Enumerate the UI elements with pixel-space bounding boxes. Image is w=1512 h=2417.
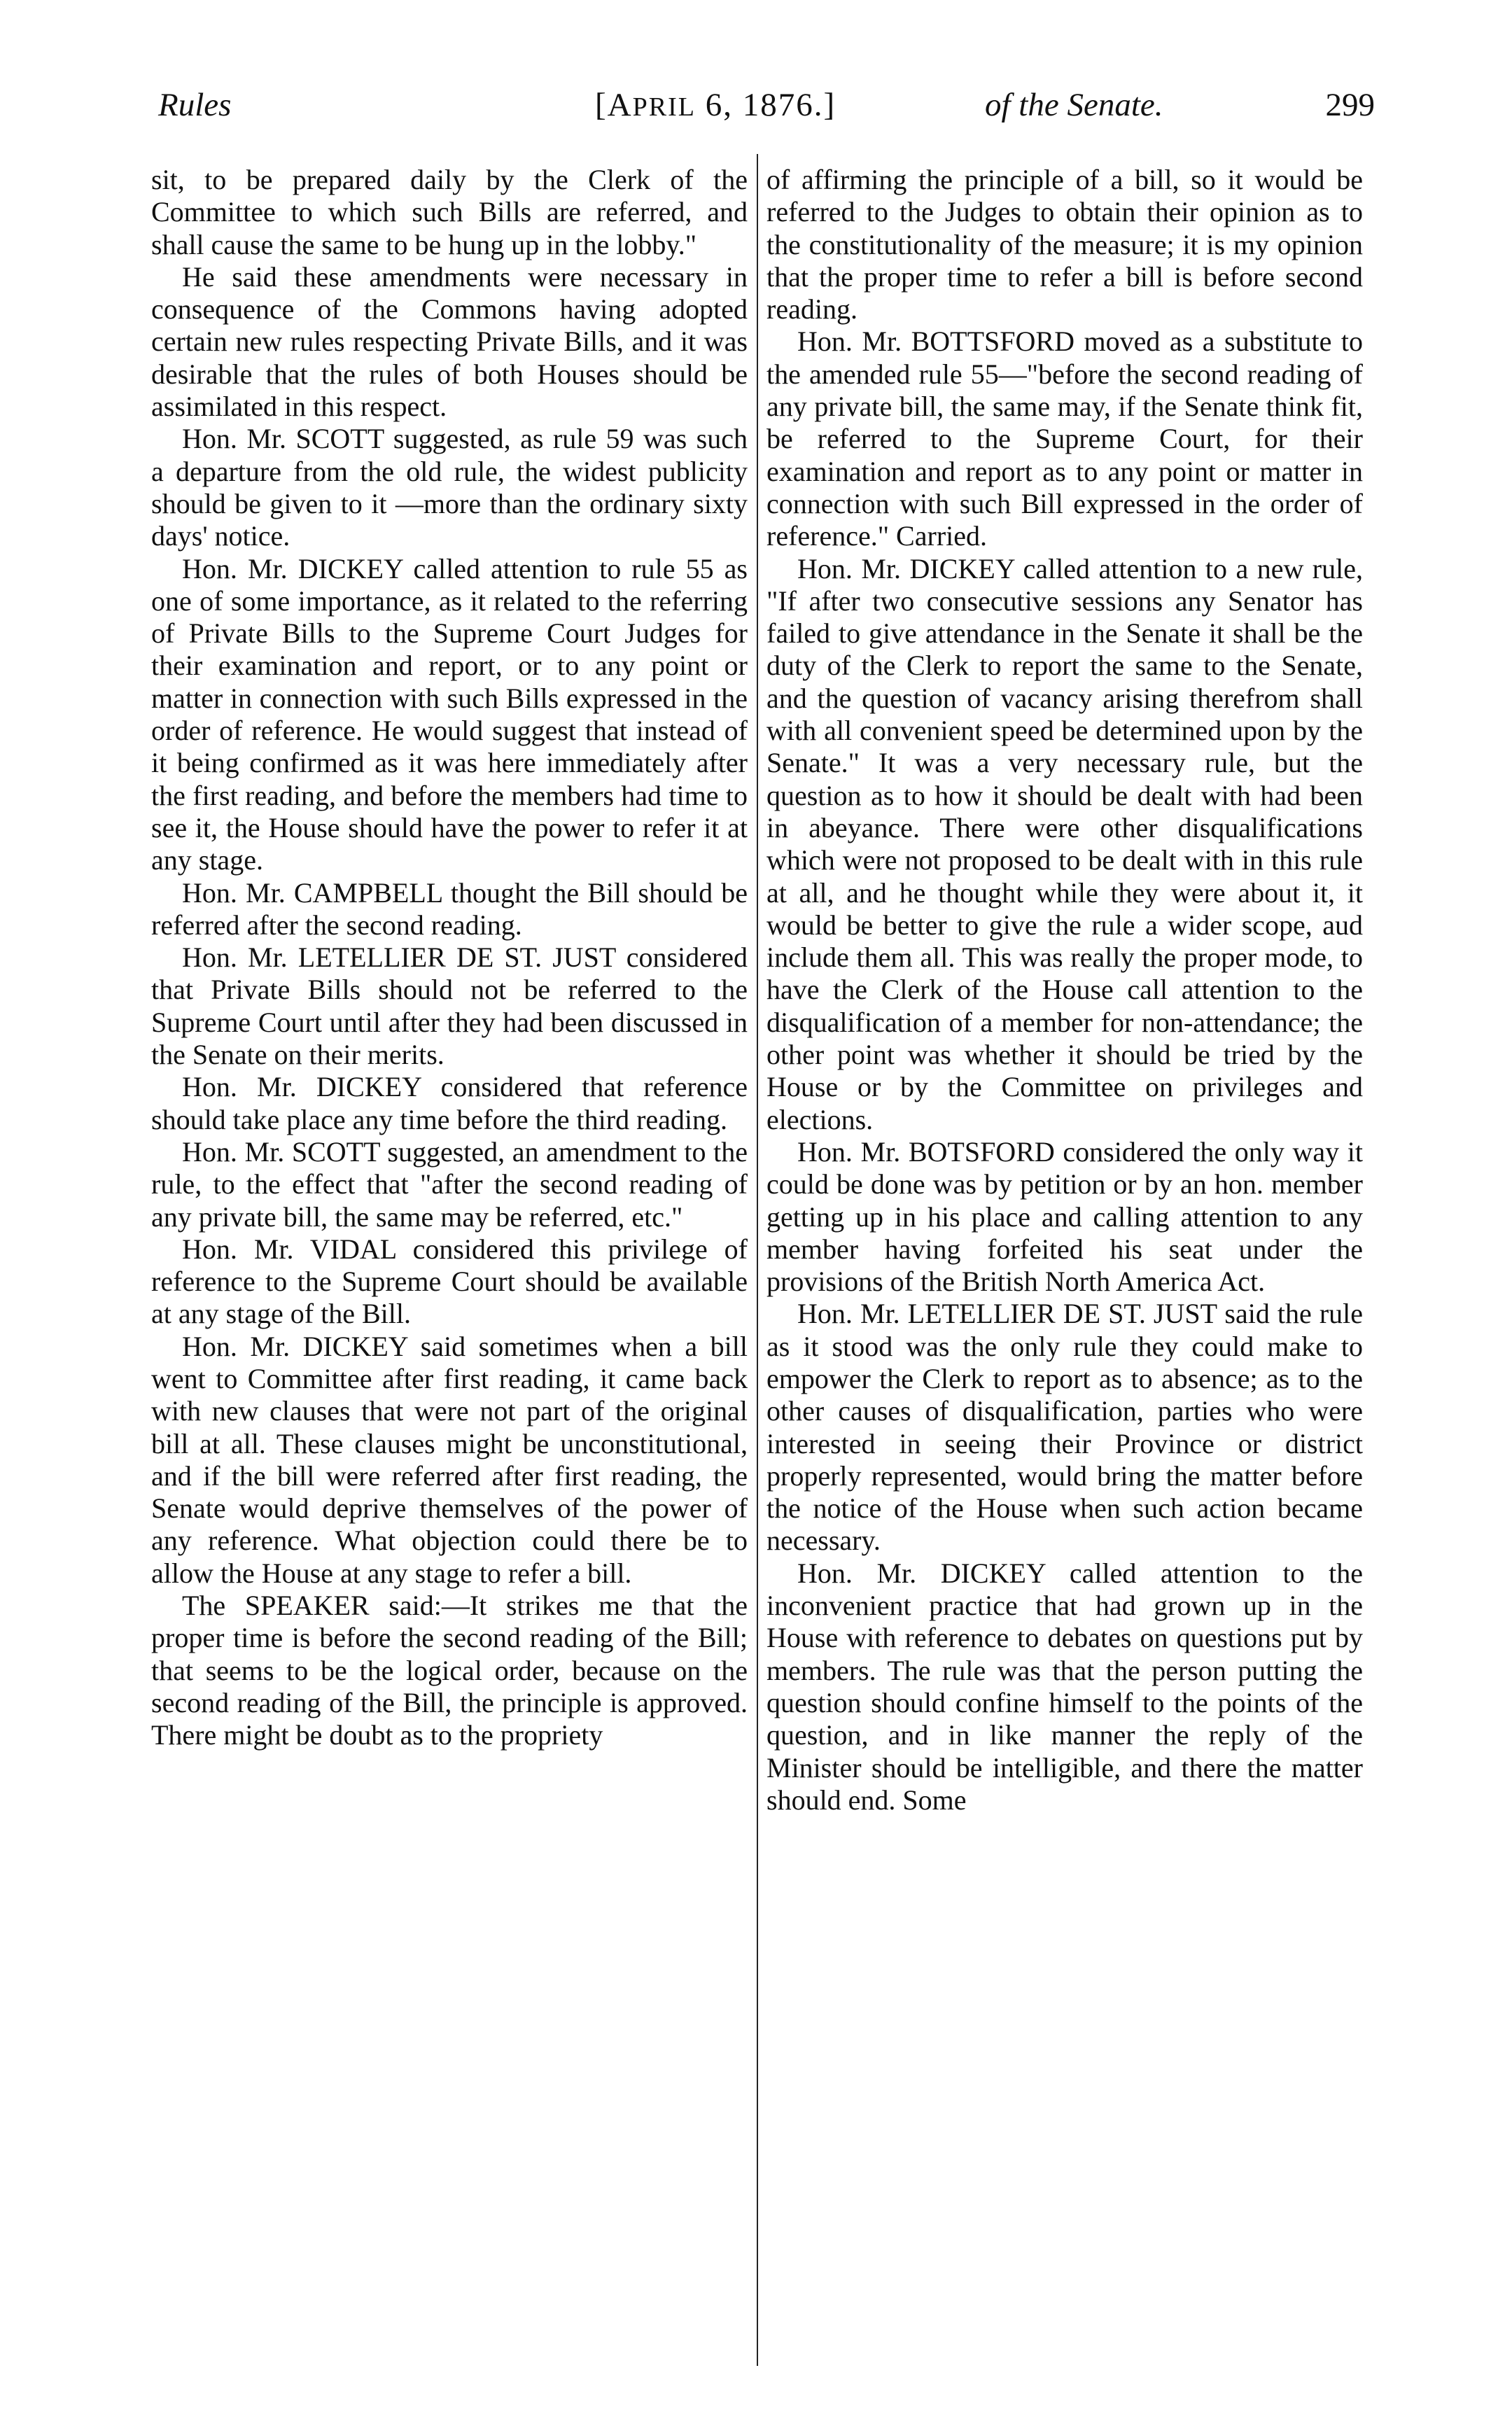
paragraph: Hon. Mr. SCOTT suggested, as rule 59 was such a departure from the old rule, the widest publicity should be given to it —more than the ordinary sixty days' notice. [151, 423, 748, 552]
left-column [151, 164, 748, 2353]
paragraph: Hon. Mr. BOTSFORD considered the only way it could be done was by petition or by an hon. member getting up in his place and calling attention to any member having forfeited his seat under the provisions of the British North America Act. [766, 1135, 1363, 1298]
running-head-date [595, 77, 836, 135]
paragraph: He said these amendments were necessary in consequence of the Commons having adopted certain new rules respecting Private Bills, and it was desirable that the rules of both Houses should be assimilated in this respect. [151, 260, 748, 423]
paragraph: Hon. Mr. CAMPBELL thought the Bill should be referred after the second reading. [151, 876, 748, 941]
page-header [158, 77, 1375, 133]
paragraph: Hon. Mr. SCOTT suggested, an amendment to the rule, to the effect that "after the second reading of any private bill, the same may be referred, etc." [151, 1135, 748, 1233]
paragraph: Hon. Mr. DICKEY called attention to a new rule, "If after two consecutive sessions any Senator has failed to give attendance in the Senate it shall be the duty of the Clerk to report the same to the Senate, and the question of vacancy arising therefrom shall with all convenient speed be determined upon by the Senate." It was a very necessary rule, but the question as to how it should be dealt with had been in abeyance. There were other disqualifications which were not proposed to be dealt with in this rule at all, and he thought while they were about it, it would be better to give the rule a wider scope, aud include them all. This was really the proper mode, to have the Clerk of the House call attention to the disqualification of a member for non-attendance; the other point was whether it should be tried by the House or by the Committee on privileges and elections. [766, 552, 1363, 1135]
running-head-left: Rules [158, 87, 232, 123]
paragraph: sit, to be prepared daily by the Clerk of the Committee to which such Bills are referred, and shall cause the same to be hung up in the lobby." [151, 164, 748, 260]
paragraph: Hon. Mr. LETELLIER DE ST. JUST considered that Private Bills should not be referred to the Supreme Court until after they had been discussed in the Senate on their merits. [151, 941, 748, 1071]
paragraph: of affirming the principle of a bill, so it would be referred to the Judges to obtain their opinion as to the constitutionality of the measure; it is my opinion that the proper time to refer a bill is before second reading. [766, 164, 1363, 325]
paragraph: Hon. Mr. DICKEY called attention to rule 55 as one of some importance, as it related to the referring of Private Bills to the Supreme Court Judges for their examination and report, or to any point or matter in connection with such Bills expressed in the order of reference. He would suggest that instead of it being confirmed as it was here immediately after the first reading, and before the members had time to see it, the House should have the power to refer it at any stage. [151, 552, 748, 876]
running-head-right: of the Senate. [985, 87, 1163, 123]
paragraph: Hon. Mr. LETELLIER DE ST. JUST said the rule as it stood was the only rule they could make to empower the Clerk to report as to absence; as to the other causes of disqualification, parties who were interested in seeing their Province or district properly represented, would bring the matter before the notice of the House when such action became necessary. [766, 1298, 1363, 1557]
column-divider [757, 154, 758, 2366]
paragraph: Hon. Mr. VIDAL considered this privilege of reference to the Supreme Court should be available at any stage of the Bill. [151, 1233, 748, 1330]
page-number: 299 [1325, 87, 1375, 123]
date-open: [A [595, 87, 633, 123]
date-month: PRIL [632, 92, 696, 122]
paragraph: Hon. Mr. BOTTSFORD moved as a substitute to the amended rule 55—"before the second reading of any private bill, the same may, if the Senate think fit, be referred to the Supreme Court, for their examination and report as to any point or matter in connection with such Bill expressed in the order of reference." Carried. [766, 325, 1363, 552]
paragraph: Hon. Mr. DICKEY called attention to the inconvenient practice that had grown up in the House with reference to debates on questions put by members. The rule was that the person putting the question should confine himself to the points of the question, and in like manner the reply of the Minister should be intelligible, and there the matter should end. Some [766, 1557, 1363, 1816]
right-column [766, 164, 1363, 2353]
paragraph: Hon. Mr. DICKEY considered that reference should take place any time before the third reading. [151, 1071, 748, 1135]
paragraph: Hon. Mr. DICKEY said sometimes when a bill went to Committee after first reading, it came back with new clauses that were not part of the original bill at all. These clauses might be unconstitutional, and if the bill were referred after first reading, the Senate would deprive themselves of the power of any reference. What objection could there be to allow the House at any stage to refer a bill. [151, 1330, 748, 1589]
date-rest: 6, 1876.] [695, 87, 836, 123]
paragraph: The SPEAKER said:—It strikes me that the proper time is before the second reading of the Bill; that seems to be the logical order, because on the second reading of the Bill, the principle is approved. There might be doubt as to the propriety [151, 1590, 748, 1751]
